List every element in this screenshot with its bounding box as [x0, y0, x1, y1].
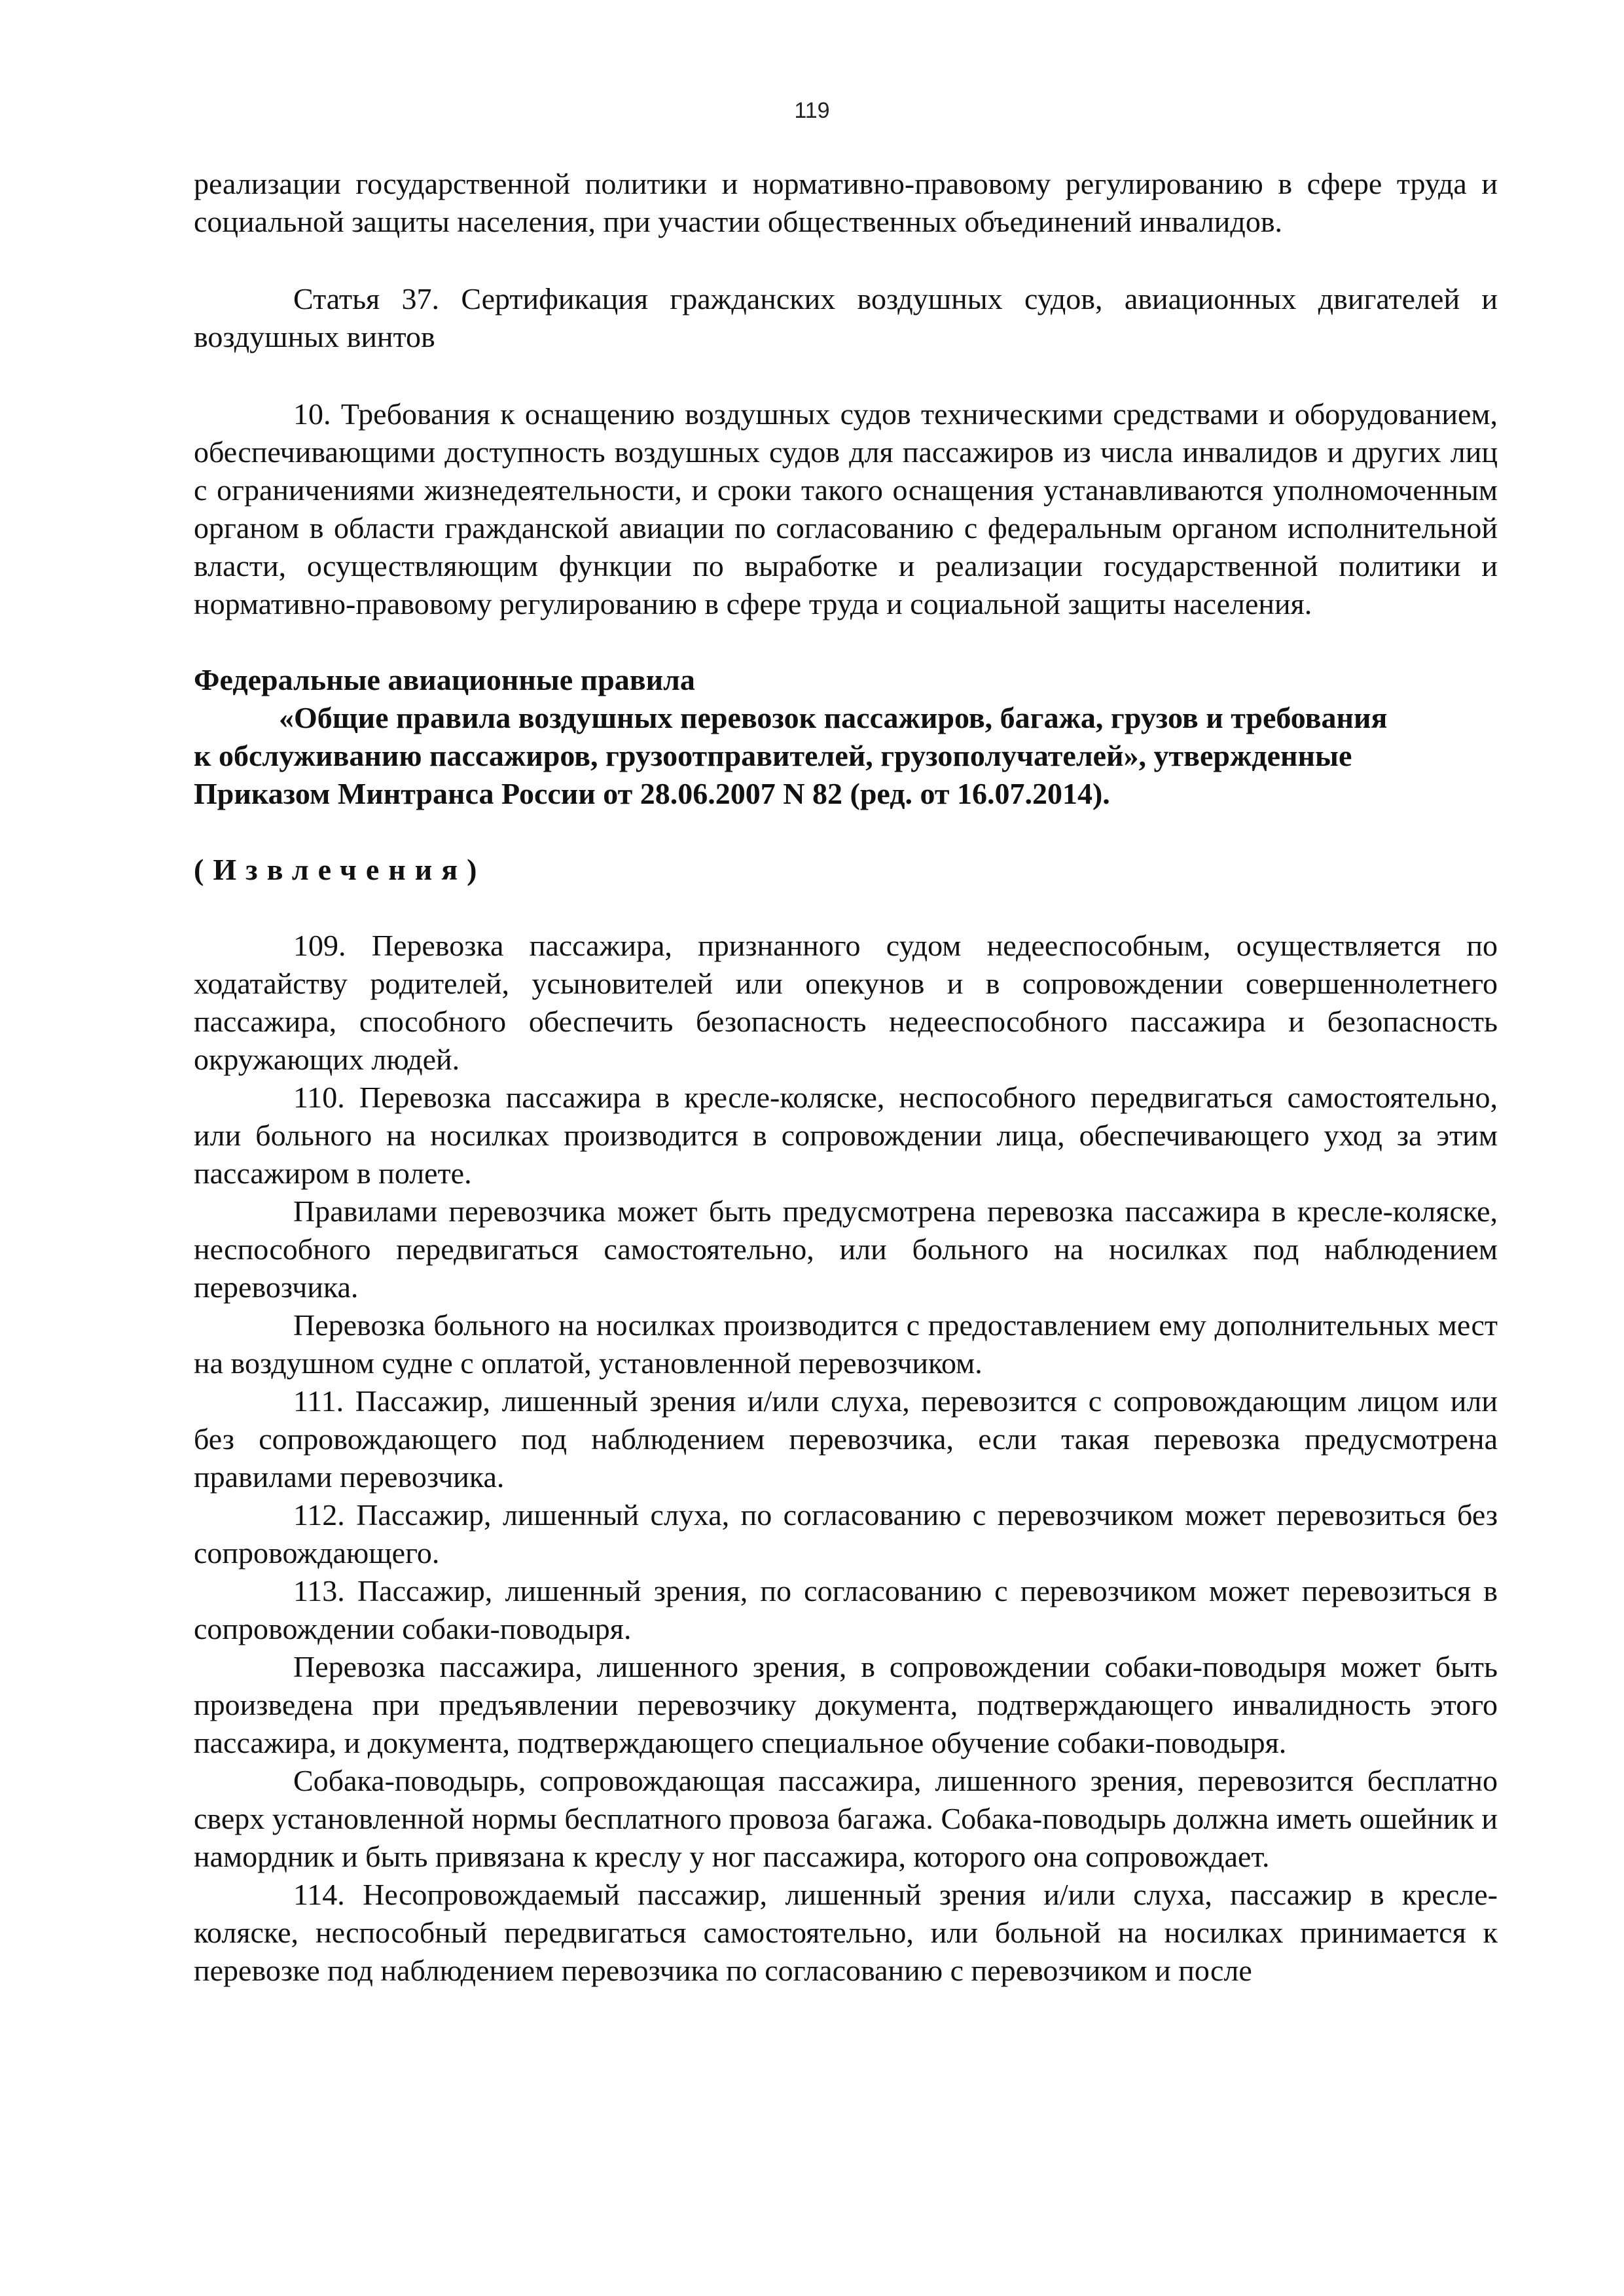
- extract-label: (Извлечения): [194, 853, 486, 886]
- paragraph-110-stretcher: Перевозка больного на носилках производится с предоставлением ему дополнительных мест на воздушном судне с оплатой, установленной перевозчиком.: [194, 1308, 1498, 1380]
- paragraph-114: 114. Несопровождаемый пассажир, лишенный зрения и/или слуха, пассажир в кресле-коляске, неспособный передвигаться самостоятельно, или больной на носилках принимается к перевозке под наблюдением перевозчика по согласованию с перевозчиком и после: [194, 1878, 1498, 1987]
- page-number: 119: [794, 98, 830, 123]
- paragraph-intro: реализации государственной политики и нормативно-правовому регулированию в сфере труда и социальной защиты населения, при участии общественных объединений инвалидов.: [194, 167, 1498, 238]
- paragraph-113-guide-dog: Перевозка пассажира, лишенного зрения, в сопровождении собаки-поводыря может быть произведена при предъявлении перевозчику документа, подтверждающего инвалидность этого пассажира, и документа, подтверждающего специальное обучение собаки-поводыря.: [194, 1650, 1498, 1759]
- heading-line-1: Федеральные авиационные правила: [194, 663, 695, 696]
- document-body: [194, 165, 1498, 1990]
- paragraph-110-rules: Правилами перевозчика может быть предусмотрена перевозка пассажира в кресле-коляске, неспособного передвигаться самостоятельно, или больного на носилках под наблюдением перевозчика.: [194, 1194, 1498, 1304]
- heading-line-3: к обслуживанию пассажиров, грузоотправителей, грузополучателей», утвержденные: [194, 739, 1352, 772]
- paragraph-109: 109. Перевозка пассажира, признанного судом недееспособным, осуществляется по ходатайству родителей, усыновителей или опекунов и в сопровождении совершеннолетнего пассажира, способного обеспечить безопасность недееспособного пассажира и безопасность окружающих людей.: [194, 929, 1498, 1076]
- paragraph-110: 110. Перевозка пассажира в кресле-коляске, неспособного передвигаться самостоятельно, или больного на носилках производится в сопровождении лица, обеспечивающего уход за этим пассажиром в полете.: [194, 1081, 1498, 1190]
- paragraph-113: 113. Пассажир, лишенный зрения, по согласованию с перевозчиком может перевозиться в сопровождении собаки-поводыря.: [194, 1574, 1498, 1645]
- article-37-title: Статья 37. Сертификация гражданских воздушных судов, авиационных двигателей и воздушных винтов: [194, 282, 1498, 353]
- paragraph-112: 112. Пассажир, лишенный слуха, по согласованию с перевозчиком может перевозиться без сопровождающего.: [194, 1498, 1498, 1570]
- heading-line-2: «Общие правила воздушных перевозок пассажиров, багажа, грузов и требования: [279, 701, 1388, 734]
- paragraph-113-free-carriage: Собака-поводырь, сопровождающая пассажира, лишенного зрения, перевозится бесплатно сверх установленной нормы бесплатного провоза багажа. Собака-поводырь должна иметь ошейник и намордник и быть привязана к креслу у ног пассажира, которого она сопровождает.: [194, 1764, 1498, 1873]
- paragraph-10: 10. Требования к оснащению воздушных судов техническими средствами и оборудованием, обеспечивающими доступность воздушных судов для пассажиров из числа инвалидов и других лиц с ограничениями жизнедеятельности, и сроки такого оснащения устанавливаются уполномоченным органом в области гражданской авиации по согласованию с федеральным органом исполнительной власти, осуществляющим функции по выработке и реализации государственной политики и нормативно-правовому регулированию в сфере труда и социальной защиты населения.: [194, 397, 1498, 620]
- heading-line-4: Приказом Минтранса России от 28.06.2007 N 82 (ред. от 16.07.2014).: [194, 777, 1110, 810]
- paragraph-111: 111. Пассажир, лишенный зрения и/или слуха, перевозится с сопровождающим лицом или без сопровождающего под наблюдением перевозчика, если такая перевозка предусмотрена правилами перевозчика.: [194, 1384, 1498, 1494]
